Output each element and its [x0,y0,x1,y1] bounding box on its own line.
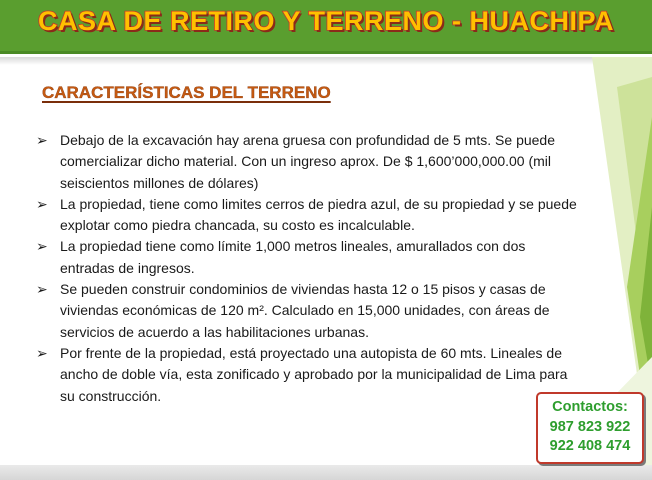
list-item-line: La propiedad, tiene como limites cerros de piedra azul, de su propiedad y se puede [60,195,577,212]
arrow-bullet-icon: ➢ [36,195,48,212]
contact-box [536,392,644,464]
list-item [36,236,596,279]
list-item-line: Por frente de la propiedad, está proyectado una autopista de 60 mts. Lineales de [60,344,563,361]
list-item-line: servicios de acuerdo a las habilitaciones urbanas. [60,323,369,340]
list-item-line: ancho de doble vía, esta zonificado y aprobado por la municipalidad de Lima para [60,366,568,383]
section-title: CARACTERÍSTICAS DEL TERRENO [42,83,331,102]
contact-phone: 922 408 474 [549,438,631,454]
list-item-line: seiscientos millones de dólares) [60,174,259,191]
arrow-bullet-icon: ➢ [36,344,48,361]
arrow-bullet-icon: ➢ [36,238,48,255]
list-item-line: Se pueden construir condominios de viviendas hasta 12 o 15 pisos y casas de [60,281,546,298]
contact-label: Contactos: [552,399,628,415]
arrow-bullet-icon: ➢ [36,281,48,298]
list-item [36,194,596,237]
list-item-line: explotar como piedra chancada, su costo es incalculable. [60,217,415,234]
list-item-line: entradas de ingresos. [60,259,195,276]
header-banner [0,0,652,54]
contact-phone: 987 823 922 [549,418,631,435]
list-item-line: viviendas económicas de 120 m². Calculado en 15,000 unidades, con áreas de [60,302,550,319]
list-item [36,130,596,194]
list-item [36,279,596,343]
list-item-line: La propiedad tiene como límite 1,000 metros lineales, amurallados con dos [60,238,526,255]
page-title: CASA DE RETIRO Y TERRENO - HUACHIPA [37,6,615,36]
list-item-line: comercializar dicho material. Con un ingreso aprox. De $ 1,600’000,000.00 (mil [60,153,552,170]
list-item-line: su construcción. [60,387,162,404]
features-list [36,130,596,407]
footer-band [0,465,652,480]
arrow-bullet-icon: ➢ [36,132,48,148]
list-item [36,343,596,407]
list-item-line: Debajo de la excavación hay arena gruesa con profundidad de 5 mts. Se puede [60,132,556,148]
